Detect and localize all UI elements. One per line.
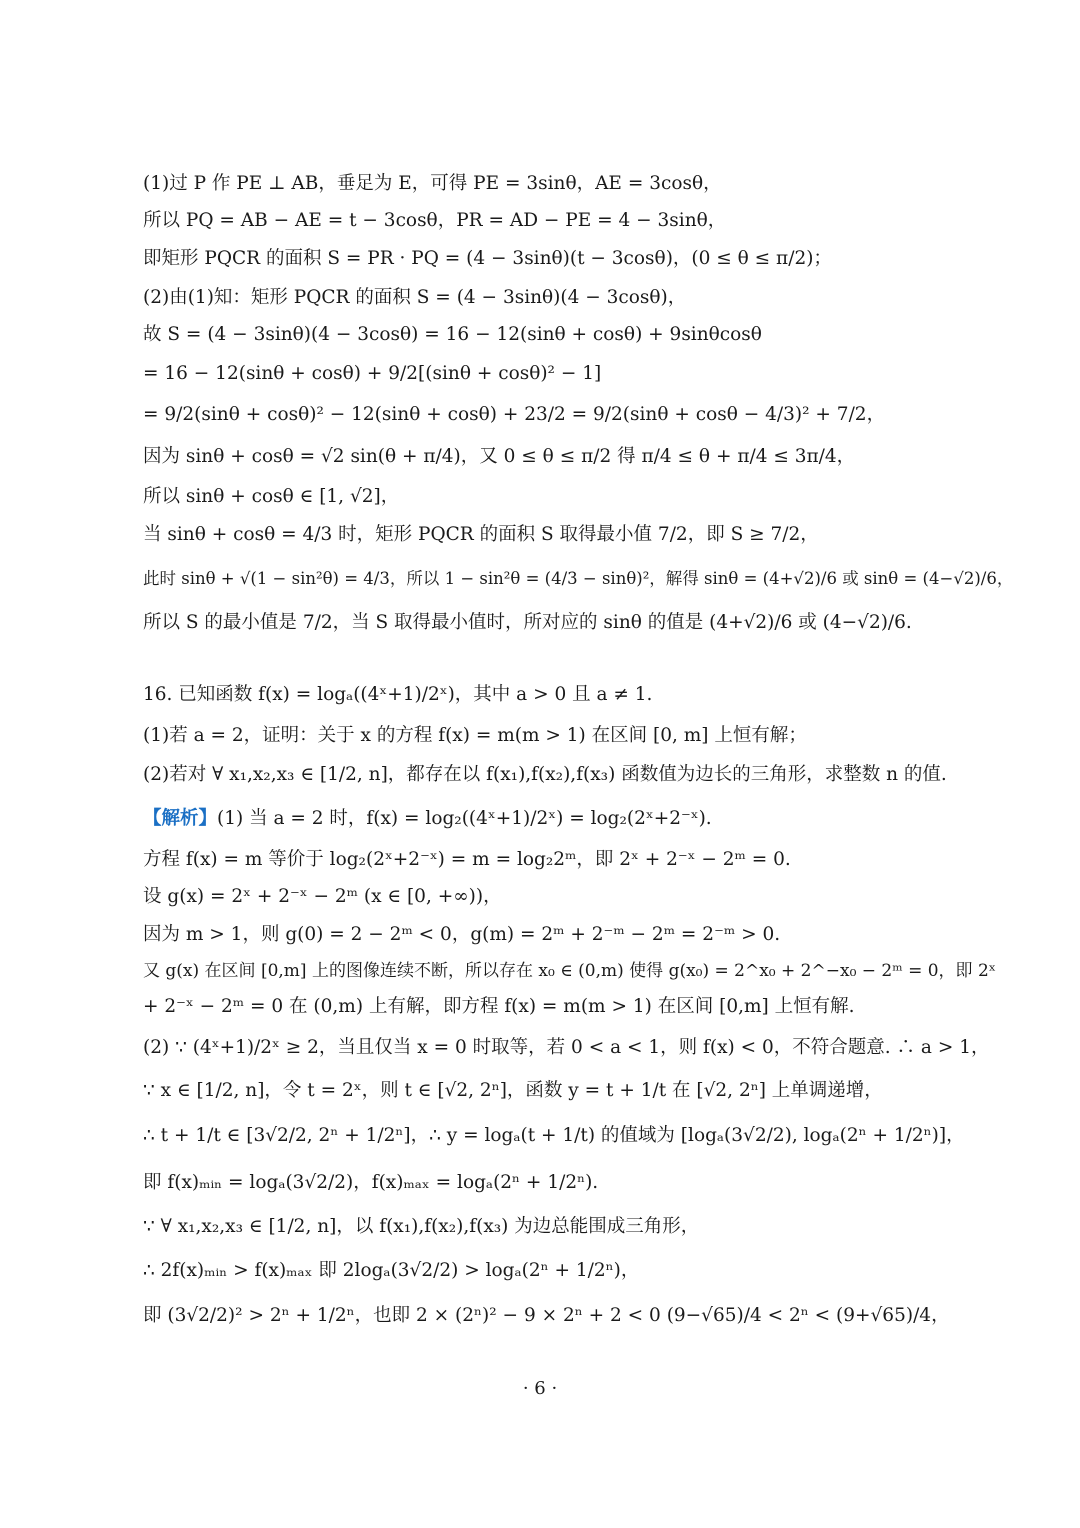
text-line: = 16 − 12(sinθ + cosθ) + 9/2[(sinθ + cosθ)² − 1] — [143, 363, 602, 384]
text-line: (2)由(1)知：矩形 PQCR 的面积 S = (4 − 3sinθ)(4 − 3cosθ)， — [143, 287, 687, 308]
text-line: = 9/2(sinθ + cosθ)² − 12(sinθ + cosθ) + 23/2 = 9/2(sinθ + cosθ − 4/3)² + 7/2， — [143, 404, 886, 425]
text-line: 方程 f(x) = m 等价于 log₂(2ˣ+2⁻ˣ) = m = log₂2ᵐ，即 2ˣ + 2⁻ˣ − 2ᵐ = 0. — [143, 849, 791, 870]
solution-first-line — [143, 806, 960, 832]
text-line: 即矩形 PQCR 的面积 S = PR · PQ = (4 − 3sinθ)(t − 3cosθ)，(0 ≤ θ ≤ π/2)； — [143, 248, 832, 269]
text-line: 当 sinθ + cosθ = 4/3 时，矩形 PQCR 的面积 S 取得最小值 7/2，即 S ≥ 7/2， — [143, 524, 819, 545]
page-number: · 6 · — [522, 1378, 558, 1399]
problem-statement: 16. 已知函数 f(x) = logₐ((4ˣ+1)/2ˣ)，其中 a > 0 且 a ≠ 1. — [143, 684, 653, 705]
text-line: 即 (3√2/2)² > 2ⁿ + 1/2ⁿ，也即 2 × (2ⁿ)² − 9 × 2ⁿ + 2 < 0 (9−√65)/4 < 2ⁿ < (9+√65)/4， — [143, 1305, 950, 1326]
solution-text: (1) 当 a = 2 时，f(x) = log₂((4ˣ+1)/2ˣ) = log₂(2ˣ+2⁻ˣ). — [217, 808, 712, 829]
text-line: ∴ 2f(x)ₘᵢₙ > f(x)ₘₐₓ 即 2logₐ(3√2/2) > logₐ(2ⁿ + 1/2ⁿ)， — [143, 1260, 640, 1281]
question-1: (1)若 a = 2，证明：关于 x 的方程 f(x) = m(m > 1) 在区间 [0, m] 上恒有解； — [143, 725, 807, 746]
text-line: + 2⁻ˣ − 2ᵐ = 0 在 (0,m) 上有解，即方程 f(x) = m(m > 1) 在区间 [0,m] 上恒有解. — [143, 996, 855, 1017]
text-line: 所以 S 的最小值是 7/2，当 S 取得最小值时，所对应的 sinθ 的值是 (4+√2)/6 或 (4−√2)/6. — [143, 612, 912, 633]
text-line: ∴ t + 1/t ∈ [3√2/2, 2ⁿ + 1/2ⁿ]，∴ y = logₐ(t + 1/t) 的值域为 [logₐ(3√2/2), logₐ(2ⁿ + 1/2ⁿ)]， — [143, 1125, 965, 1146]
text-line: 因为 sinθ + cosθ = √2 sin(θ + π/4)，又 0 ≤ θ ≤ π/2 得 π/4 ≤ θ + π/4 ≤ 3π/4， — [143, 446, 856, 467]
text-line: (1)过 P 作 PE ⊥ AB，垂足为 E，可得 PE = 3sinθ，AE = 3cosθ， — [143, 173, 722, 194]
text-line: 又 g(x) 在区间 [0,m] 上的图像连续不断，所以存在 x₀ ∈ (0,m) 使得 g(x₀) = 2^x₀ + 2^−x₀ − 2ᵐ = 0，即 2ˣ — [143, 961, 996, 981]
solution-tag: 【解析】 — [143, 808, 218, 829]
text-line: 因为 m > 1，则 g(0) = 2 − 2ᵐ < 0，g(m) = 2ᵐ + 2⁻ᵐ − 2ᵐ = 2⁻ᵐ > 0. — [143, 924, 781, 945]
text-line: 所以 sinθ + cosθ ∈ [1, √2]， — [143, 486, 400, 507]
text-line: 所以 PQ = AB − AE = t − 3cosθ，PR = AD − PE = 4 − 3sinθ， — [143, 210, 727, 231]
question-2: (2)若对 ∀ x₁,x₂,x₃ ∈ [1/2, n]，都存在以 f(x₁),f(x₂),f(x₃) 函数值为边长的三角形，求整数 n 的值. — [143, 764, 947, 785]
text-line: ∵ ∀ x₁,x₂,x₃ ∈ [1/2, n]，以 f(x₁),f(x₂),f(x₃) 为边总能围成三角形， — [143, 1216, 700, 1237]
text-line: (2) ∵ (4ˣ+1)/2ˣ ≥ 2，当且仅当 x = 0 时取等，若 0 < a < 1，则 f(x) < 0，不符合题意. ∴ a > 1， — [143, 1037, 990, 1058]
text-line: 故 S = (4 − 3sinθ)(4 − 3cosθ) = 16 − 12(sinθ + cosθ) + 9sinθcosθ — [143, 324, 762, 345]
text-line: 此时 sinθ + √(1 − sin²θ) = 4/3，所以 1 − sin²θ = (4/3 − sinθ)²，解得 sinθ = (4+√2)/6 或 sinθ = (4−√2)/6， — [143, 569, 1014, 588]
text-line: 即 f(x)ₘᵢₙ = logₐ(3√2/2)，f(x)ₘₐₓ = logₐ(2ⁿ + 1/2ⁿ). — [143, 1172, 599, 1193]
text-line: ∵ x ∈ [1/2, n]，令 t = 2ˣ，则 t ∈ [√2, 2ⁿ]，函数 y = t + 1/t 在 [√2, 2ⁿ] 上单调递增， — [143, 1080, 883, 1101]
text-line: 设 g(x) = 2ˣ + 2⁻ˣ − 2ᵐ (x ∈ [0, +∞))， — [143, 886, 502, 907]
